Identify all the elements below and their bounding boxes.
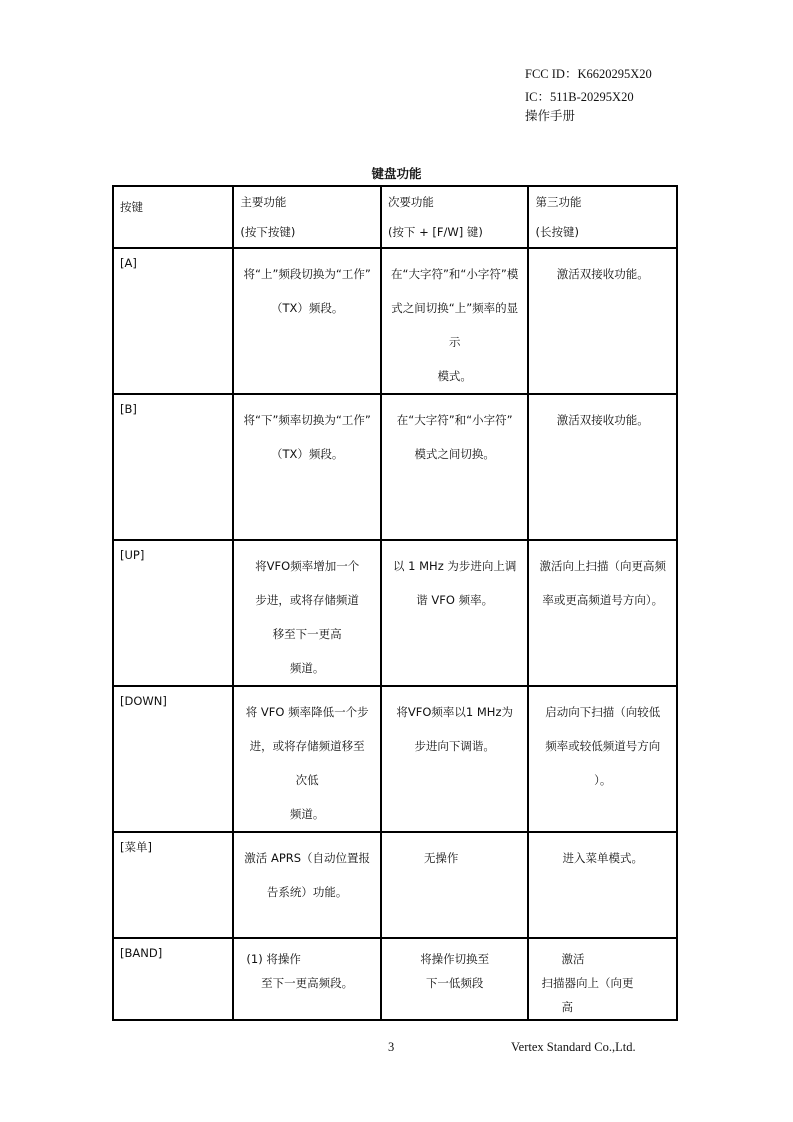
secondary-cell bbox=[382, 541, 528, 685]
secondary-line: 下一低频段 bbox=[425, 976, 484, 990]
table-row bbox=[114, 249, 676, 393]
primary-line: 进，或将存储频道移至 bbox=[249, 739, 365, 753]
table-row bbox=[114, 687, 676, 831]
primary-line: 将“下”频率切换为“工作” bbox=[243, 413, 371, 427]
primary-line: 频道。 bbox=[289, 661, 325, 675]
secondary-line: 模式。 bbox=[437, 369, 472, 383]
tertiary-line: 进入菜单模式。 bbox=[562, 851, 643, 865]
table-row bbox=[114, 395, 676, 539]
key-label: [B] bbox=[120, 402, 137, 416]
tertiary-line: 扫描器向上（向更 bbox=[541, 976, 634, 990]
tertiary-cell bbox=[529, 939, 676, 1019]
tertiary-line: 激活双接收功能。 bbox=[556, 413, 649, 427]
secondary-line: 式之间切换“上”频率的显 bbox=[391, 301, 519, 315]
key-cell bbox=[114, 541, 232, 685]
primary-line: 频道。 bbox=[289, 807, 325, 821]
header-secondary bbox=[382, 187, 528, 247]
secondary-cell bbox=[382, 395, 528, 539]
key-cell bbox=[114, 939, 232, 1019]
header-tertiary bbox=[529, 187, 676, 247]
header-tertiary-label: 第三功能 bbox=[535, 195, 582, 209]
tertiary-line: 激活向上扫描（向更高频 bbox=[539, 559, 666, 573]
secondary-line: 在“大字符”和“小字符”模 bbox=[391, 267, 519, 281]
tertiary-cell bbox=[529, 395, 676, 539]
tertiary-cell bbox=[529, 249, 676, 393]
key-label: [菜单] bbox=[120, 840, 152, 854]
secondary-line: 将操作切换至 bbox=[420, 952, 490, 966]
secondary-line: 步进向下调谐。 bbox=[414, 739, 495, 753]
header-key-label: 按键 bbox=[120, 200, 143, 214]
primary-line: （TX）频段。 bbox=[270, 447, 344, 461]
tertiary-line: 率或更高频道号方向）。 bbox=[542, 593, 664, 607]
tertiary-line: 激活 bbox=[561, 952, 585, 966]
secondary-line: 谐 VFO 频率。 bbox=[416, 593, 494, 607]
header-primary bbox=[234, 187, 380, 247]
header-primary-sub: (按下按键) bbox=[240, 225, 296, 239]
key-label: [BAND] bbox=[120, 946, 163, 960]
tertiary-line: ）。 bbox=[594, 773, 612, 787]
primary-cell bbox=[234, 939, 380, 1019]
secondary-cell bbox=[382, 687, 528, 831]
secondary-line: 将VFO频率以1 MHz为 bbox=[396, 705, 513, 719]
header-secondary-label: 次要功能 bbox=[387, 195, 434, 209]
tertiary-line: 激活双接收功能。 bbox=[556, 267, 649, 281]
secondary-cell bbox=[382, 833, 528, 937]
primary-line: 将“上”频段切换为“工作” bbox=[243, 267, 371, 281]
secondary-line: 以 1 MHz 为步进向上调 bbox=[393, 559, 517, 573]
ic-id: IC：511B-20295X20 bbox=[525, 90, 634, 104]
header-secondary-sub: (按下 + [F/W] 键) bbox=[387, 225, 483, 239]
page-title: 键盘功能 bbox=[371, 166, 422, 181]
secondary-line: 示 bbox=[448, 335, 461, 349]
key-cell bbox=[114, 833, 232, 937]
primary-line: 至下一更高频段。 bbox=[261, 976, 354, 990]
primary-line: 将 VFO 频率降低一个步 bbox=[245, 705, 369, 719]
primary-cell bbox=[234, 833, 380, 937]
primary-line: 次低 bbox=[295, 773, 319, 787]
page-number: 3 bbox=[388, 1040, 395, 1054]
table-header-row bbox=[114, 187, 676, 247]
primary-cell bbox=[234, 249, 380, 393]
key-label: [UP] bbox=[120, 548, 145, 562]
table-row bbox=[114, 939, 676, 1019]
primary-cell bbox=[234, 541, 380, 685]
key-function-table bbox=[112, 185, 678, 1021]
fcc-id: FCC ID：K6620295X20 bbox=[525, 67, 652, 81]
secondary-line: 模式之间切换。 bbox=[414, 447, 495, 461]
tertiary-line: 高 bbox=[561, 1000, 573, 1014]
tertiary-line: 频率或较低频道号方向 bbox=[545, 739, 661, 753]
primary-line: 激活 APRS（自动位置报 bbox=[244, 851, 371, 865]
secondary-cell bbox=[382, 939, 528, 1019]
footer-company: Vertex Standard Co.,Ltd. bbox=[511, 1040, 636, 1054]
header-primary-label: 主要功能 bbox=[240, 195, 287, 209]
secondary-line: 在“大字符”和“小字符” bbox=[396, 413, 513, 427]
header-tertiary-sub: (长按键) bbox=[535, 225, 579, 239]
primary-line: 移至下一更高 bbox=[272, 627, 342, 641]
tertiary-line: 启动向下扫描（向较低 bbox=[545, 705, 661, 719]
primary-line: (1) 将操作 bbox=[246, 952, 301, 966]
primary-line: 步进，或将存储频道 bbox=[255, 593, 359, 607]
secondary-line: 无操作 bbox=[423, 851, 459, 865]
tertiary-cell bbox=[529, 833, 676, 937]
primary-cell bbox=[234, 687, 380, 831]
primary-line: 告系统）功能。 bbox=[266, 885, 348, 899]
key-cell bbox=[114, 249, 232, 393]
doc-type: 操作手册 bbox=[525, 108, 576, 123]
key-cell bbox=[114, 395, 232, 539]
key-label: [DOWN] bbox=[120, 694, 167, 708]
secondary-cell bbox=[382, 249, 528, 393]
primary-cell bbox=[234, 395, 380, 539]
table-row bbox=[114, 833, 676, 937]
key-cell bbox=[114, 687, 232, 831]
primary-line: （TX）频段。 bbox=[270, 301, 344, 315]
tertiary-cell bbox=[529, 541, 676, 685]
primary-line: 将VFO频率增加一个 bbox=[255, 559, 360, 573]
tertiary-cell bbox=[529, 687, 676, 831]
key-label: [A] bbox=[120, 256, 137, 270]
header-key bbox=[114, 187, 232, 247]
table-row bbox=[114, 541, 676, 685]
